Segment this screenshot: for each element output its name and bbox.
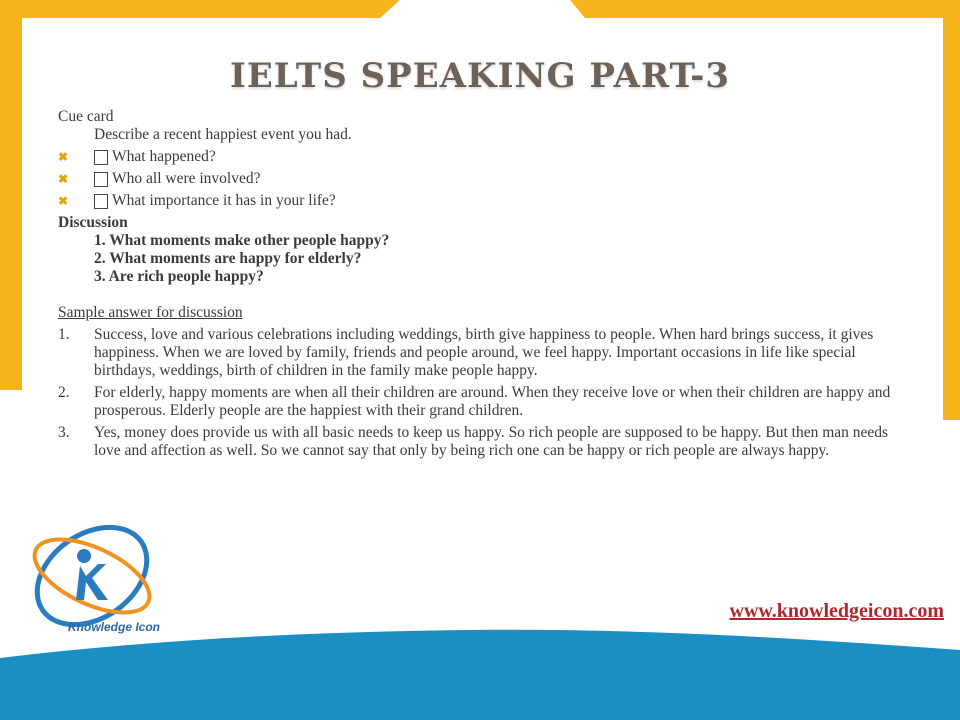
cue-card-prompt: Describe a recent happiest event you had. [94,126,352,143]
cue-bullet [58,170,908,188]
answer-text: For elderly, happy moments are when all their children are around. When they receive love or when their children are happy and prosperous. Elderly people are the happiest with their grand children. [94,384,891,419]
cue-bullet-text: Who all were involved? [112,170,261,187]
answer-number: 3. [58,424,70,441]
answer-number: 1. [58,326,70,343]
x-bullet-icon: ✖ [58,172,69,186]
cue-bullet [58,192,908,210]
answer-text: Success, love and various celebrations including weddings, birth give happiness to people. When hard brings success, it gives happiness. When we are loved by family, friends and people around, we feel happy. Important occasions in life like special birthdays, weddings, birth of children in the family make people happy. [94,326,874,379]
answer-number: 2. [58,384,70,401]
x-bullet-icon: ✖ [58,150,69,164]
answer-text: Yes, money does provide us with all basic needs to keep us happy. So rich people are supposed to be happy. But then man needs love and affection as well. So we cannot say that only by being rich one can be happy or rich people are always happy. [94,424,889,459]
content-body [58,108,908,460]
discussion-question: 2. What moments are happy for elderly? [94,250,362,267]
checkbox-icon [94,194,108,209]
checkbox-icon [94,172,108,187]
sample-heading: Sample answer for discussion [58,304,243,321]
cue-bullet [58,148,908,166]
discussion-question: 1. What moments make other people happy? [94,232,390,249]
discussion-heading: Discussion [58,214,128,231]
x-bullet-icon: ✖ [58,194,69,208]
cue-bullet-text: What importance it has in your life? [112,192,336,209]
sample-answer [58,326,908,380]
cue-bullet-text: What happened? [112,148,216,165]
website-link[interactable]: www.knowledgeicon.com [729,600,944,622]
logo-text: Knowledge Icon [68,620,161,634]
cue-card-heading: Cue card [58,108,114,125]
discussion-question: 3. Are rich people happy? [94,268,264,285]
sample-answer [58,424,908,460]
checkbox-icon [94,150,108,165]
page-title: IELTS SPEAKING PART-3 [229,56,731,96]
sample-answer [58,384,908,420]
